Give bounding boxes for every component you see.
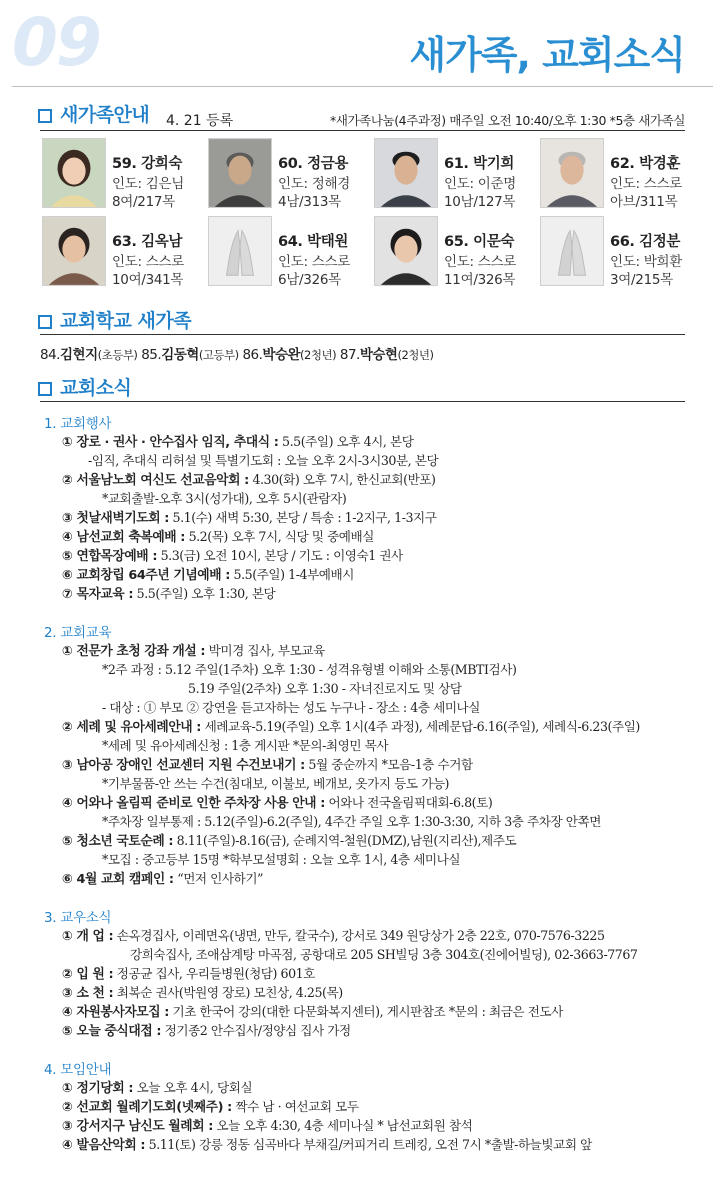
category-title: 4. 모임안내 xyxy=(44,1062,112,1078)
news-line: ⑥ 교회창립 64주년 기념예배 : 5.5(주일) 1-4부예배시 xyxy=(62,567,354,583)
news-line: ③ 첫날새벽기도회 : 5.1(수) 새벽 5:30, 본당 / 특송 : 1-2지구, 1-3지구 xyxy=(62,510,437,526)
news-line: - 대상 : ① 부모 ② 강연을 듣고자하는 성도 누구나 - 장소 : 4층 세미나실 xyxy=(102,700,480,715)
member-guide: 인도: 스스로 xyxy=(444,254,516,270)
family-card xyxy=(538,138,703,210)
school-entry: 85.김동혁(고등부) xyxy=(141,347,239,363)
section-divider xyxy=(40,401,685,402)
elder-man-photo xyxy=(540,138,604,208)
member-detail: 8여/217목 xyxy=(112,194,175,210)
family-card xyxy=(372,138,537,210)
news-line: ⑥ 4월 교회 캠페인 : “먼저 인사하기” xyxy=(62,871,264,887)
member-name: 66. 김정분 xyxy=(610,234,680,250)
news-line: ① 장로 · 권사 · 안수집사 임직, 추대식 : 5.5(주일) 오후 4시, 본당 xyxy=(62,434,414,450)
news-line: ③ 강서지구 남신도 월례회 : 오늘 오후 4:30, 4층 세미나실 * 남선교회원 참석 xyxy=(62,1118,473,1134)
page-title: 새가족, 교회소식 xyxy=(409,33,685,77)
member-guide: 인도: 이준명 xyxy=(444,176,516,192)
school-entry: 86.박승완(2청년) xyxy=(242,347,337,363)
registration-date: 4. 21 등록 xyxy=(166,113,234,129)
school-new-family-list xyxy=(40,343,433,363)
news-heading xyxy=(38,373,131,400)
member-detail: 11여/326목 xyxy=(444,272,516,288)
news-line: ④ 남선교회 축복예배 : 5.2(목) 오후 7시, 식당 및 중예배실 xyxy=(62,529,374,545)
member-guide: 인도: 정해경 xyxy=(278,176,350,192)
category-title: 2. 교회교육 xyxy=(44,625,112,641)
news-line: ① 정기당회 : 오늘 오후 4시, 당회실 xyxy=(62,1080,253,1096)
member-detail: 10여/341목 xyxy=(112,272,184,288)
family-card xyxy=(206,216,371,288)
member-guide: 인도: 스스로 xyxy=(112,254,184,270)
family-card xyxy=(40,138,205,210)
square-bullet-icon xyxy=(38,315,52,329)
news-line: 5.19 주일(2주차) 오후 1:30 - 자녀진로지도 및 상담 xyxy=(188,681,462,696)
news-line: ④ 발음산악회 : 5.11(토) 강릉 정동 심곡바다 부채길/커피거리 트레킹, 오전 7시 *출발-하늘빛교회 앞 xyxy=(62,1137,592,1153)
member-detail: 3여/215목 xyxy=(610,272,673,288)
news-line: ② 입 원 : 정공균 집사, 우리들병원(청담) 601호 xyxy=(62,966,315,982)
category-title: 3. 교우소식 xyxy=(44,910,112,926)
member-name: 60. 정금용 xyxy=(278,156,348,172)
member-detail: 4남/313목 xyxy=(278,194,341,210)
news-line: *교회출발-오후 3시(성가대), 오후 5시(관람자) xyxy=(102,491,347,506)
news-line: *2주 과정 : 5.12 주일(1주차) 오후 1:30 - 성격유형별 이해와 소통(MBTI검사) xyxy=(102,662,517,677)
category-title: 1. 교회행사 xyxy=(44,416,112,432)
member-detail: 아브/311목 xyxy=(610,194,678,210)
news-line: ② 서울남노회 여신도 선교음악회 : 4.30(화) 오후 7시, 한신교회(반포) xyxy=(62,472,436,488)
section-divider xyxy=(40,130,685,131)
news-line: ⑤ 청소년 국토순례 : 8.11(주일)-8.16(금), 순례지역-철원(DMZ),남원(지리산),제주도 xyxy=(62,833,517,849)
member-name: 61. 박기희 xyxy=(444,156,514,172)
news-line: ② 선교회 월례기도회(넷째주) : 짝수 남 · 여선교회 모두 xyxy=(62,1099,359,1115)
news-line: ③ 소 천 : 최복순 권사(박원영 장로) 모친상, 4.25(목) xyxy=(62,985,343,1001)
new-family-heading xyxy=(38,100,149,127)
woman-photo xyxy=(42,138,106,208)
news-line: ① 개 업 : 손옥경집사, 이레면옥(냉면, 만두, 칼국수), 강서로 349 원당상가 2층 22호, 070-7576-3225 xyxy=(62,928,605,944)
news-line: ③ 남아공 장애인 선교센터 지원 수건보내기 : 5월 중순까지 *모음-1층 수거함 xyxy=(62,757,473,773)
member-guide: 인도: 스스로 xyxy=(278,254,350,270)
man-photo xyxy=(208,138,272,208)
news-line: ⑤ 연합목장예배 : 5.3(금) 오전 10시, 본당 / 기도 : 이영숙1 권사 xyxy=(62,548,403,564)
woman-photo xyxy=(374,216,438,286)
news-line: ⑤ 오늘 중식대접 : 정기종2 안수집사/정양심 집사 가정 xyxy=(62,1023,351,1039)
news-line: 강희숙집사, 조애삼계탕 마곡점, 공항대로 205 SH빌딩 3층 304호(진에어빌딩), 02-3663-7767 xyxy=(130,947,638,962)
news-line: *모집 : 중고등부 15명 *학부모설명회 : 오늘 오후 1시, 4층 세미나실 xyxy=(102,852,461,867)
member-guide: 인도: 김은님 xyxy=(112,176,184,192)
member-detail: 10남/127목 xyxy=(444,194,516,210)
school-entry: 84.김현지(초등부) xyxy=(40,347,138,363)
school-heading xyxy=(38,306,191,333)
news-line: ⑦ 목자교육 : 5.5(주일) 오후 1:30, 본당 xyxy=(62,586,276,602)
new-family-note: *새가족나눔(4주과정) 매주일 오전 10:40/오후 1:30 *5층 새가족실 xyxy=(329,113,685,128)
family-card xyxy=(372,216,537,288)
praying-hands-icon xyxy=(208,216,272,286)
member-guide: 인도: 스스로 xyxy=(610,176,682,192)
square-bullet-icon xyxy=(38,109,52,123)
member-guide: 인도: 박희환 xyxy=(610,254,682,270)
news-line: -임직, 추대식 리허설 및 특별기도회 : 오늘 오후 2시-3시30분, 본당 xyxy=(88,453,439,468)
family-card xyxy=(206,138,371,210)
family-card xyxy=(40,216,205,288)
news-heading-label: 교회소식 xyxy=(60,377,132,399)
news-line: ① 전문가 초청 강좌 개설 : 박미경 집사, 부모교육 xyxy=(62,643,325,659)
section-divider xyxy=(40,334,685,335)
woman-photo xyxy=(42,216,106,286)
news-line: *세례 및 유아세례신청 : 1층 게시판 *문의-최영민 목사 xyxy=(102,738,389,753)
new-family-grid xyxy=(40,138,690,288)
member-name: 62. 박경훈 xyxy=(610,156,680,172)
member-name: 65. 이문숙 xyxy=(444,234,514,250)
school-entry: 87.박승현(2청년) xyxy=(339,347,434,363)
member-name: 59. 강희숙 xyxy=(112,156,182,172)
news-line: *주차장 일부통제 : 5.12(주일)-6.2(주일), 4주간 주일 오후 1:30-3:30, 지하 3층 주차장 안쪽면 xyxy=(102,814,601,829)
family-card xyxy=(538,216,703,288)
square-bullet-icon xyxy=(38,382,52,396)
news-line: ④ 자원봉사자모집 : 기초 한국어 강의(대한 다문화복지센터), 게시판참조 *문의 : 최금은 전도사 xyxy=(62,1004,563,1020)
news-line: ② 세례 및 유아세례안내 : 세례교육-5.19(주일) 오후 1시(4주 과정), 세례문답-6.16(주일), 세례식-6.23(주일) xyxy=(62,719,640,735)
page-number: 09 xyxy=(12,4,100,81)
new-family-heading-label: 새가족안내 xyxy=(60,104,150,126)
member-name: 64. 박태원 xyxy=(278,234,348,250)
title-divider xyxy=(12,86,713,87)
praying-hands-icon xyxy=(540,216,604,286)
news-line: ④ 어와나 올림픽 준비로 인한 주차장 사용 안내 : 어와나 전국올림픽대회-6.8(토) xyxy=(62,795,493,811)
member-detail: 6남/326목 xyxy=(278,272,341,288)
school-heading-label: 교회학교 새가족 xyxy=(60,310,192,332)
news-line: *기부물품-안 쓰는 수건(침대보, 이불보, 베개보, 옷가지 등도 가능) xyxy=(102,776,449,791)
member-name: 63. 김옥남 xyxy=(112,234,182,250)
man-photo xyxy=(374,138,438,208)
